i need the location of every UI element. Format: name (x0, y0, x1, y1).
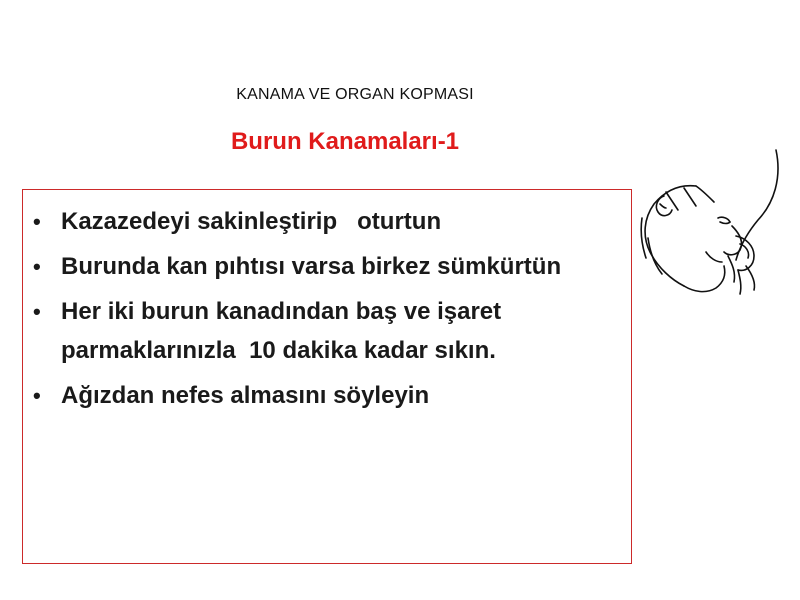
slide-subtitle: Burun Kanamaları-1 (230, 128, 460, 155)
list-item (31, 247, 601, 286)
bullet-text: Kazazedeyi sakinleştirip oturtun (61, 208, 442, 235)
bullet-icon: • (33, 383, 41, 408)
list-item (31, 202, 601, 241)
content-box (22, 189, 632, 564)
bullet-icon: • (33, 299, 41, 324)
bullet-icon: • (33, 254, 41, 279)
bullet-list (31, 202, 601, 421)
bullet-text: Her iki burun kanadından baş ve işaret parmaklarınızla 10 dakika kadar sıkın. (61, 298, 508, 364)
bullet-icon: • (33, 209, 41, 234)
nose-pinch-sketch-icon (636, 148, 784, 298)
slide-header: KANAMA VE ORGAN KOPMASI (236, 86, 474, 103)
bullet-text: Ağızdan nefes almasını söyleyin (61, 382, 430, 409)
bullet-text: Burunda kan pıhtısı varsa birkez sümkürtün (61, 253, 562, 280)
list-item (31, 376, 601, 415)
list-item (31, 292, 601, 370)
